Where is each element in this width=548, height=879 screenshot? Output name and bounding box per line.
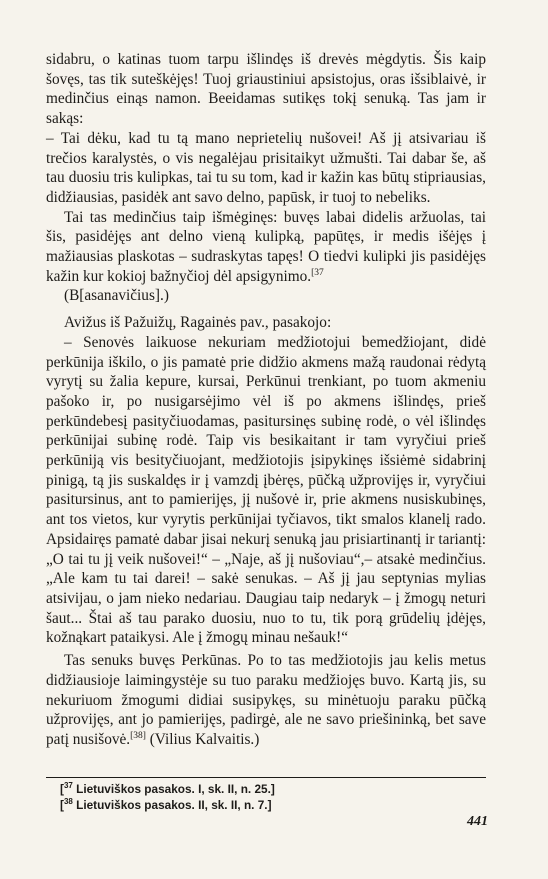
footnotes: [46, 777, 486, 813]
paragraph: Tai tas medinčius taip išmėginęs: buvęs labai didelis aržuolas, tai šis, pasidėjęs ant delno vieną kulipką, papūtęs, ir medis išėjęs į mažiausias plaskotas – sudraskytas tapęs! O tiedvi kulipki jis pasidėjęs kažin kur kokioj bažnyčioj dėl apsigynimo.$^{[37}$: [46, 208, 486, 285]
paragraph: sidabru, o katinas tuom tarpu išlindęs iš drevės mėgdytis. Šis kaip šovęs, tas tik suteškėjęs! Tuoj griaustiniui apsistojus, oras išsiblaivė, ir medinčius einąs namon. Beeidamas sutikęs tokį senuką. Tas jam ir sakąs:: [46, 51, 486, 128]
paragraph: – Tai dėku, kad tu tą mano neprietelių nušovei! Aš jį atsivariau iš trečios karalystės, o vis negalėjau prisitaikyt užmušti. Tai dabar še, aš tau duosiu tris kulipkas, tai tu su tom, kad ir kažin kas būtų stipriausias, didžiausias, pasidėk ant savo delno, papūsk, ir tuoj to nebeliks.: [46, 129, 486, 206]
footnote-ref: [38]: [130, 730, 146, 741]
page-number: 441: [467, 814, 488, 829]
paragraph: – Senovės laikuose nekuriam medžiotojui bemedžiojant, didė perkūnija iškilo, o jis pamatė prie didžio akmens mažą raudonai rėdytą vyrytį su žalia kepure, kursai, Perkūnui trenkiant, po tuom akmeniu pašoko ir, po nusigarsėjimo vėl iš po akmens išlindęs, prieš perkūndebesį pasityčiuodamas, pasitursinęs subinę rodė, o vėl išlindęs perkūnijai subinę rodė. Taip vis besikaitant ir tam vyryčiui prieš perkūniją vis besityčiuojant, medžiotojis įsipykinęs išsiėmė sidabrinį pinigą, tą jis suskaldęs ir į vamzdį įbėręs, pūčką užprovijęs ir, vyryčiui pasitursinus, ant to pamierijęs, jį nušovė ir, prie akmens nusiskubinęs, ant tos vietos, kur vyrytis perkūnijai tyčiavos, tikt smalos klanelį rado. Apsidairęs pamatė dabar jisai nekurį senuką jau prisiartinantį ir tariantį: „O tai tu jį veik nušovei!“ – „Naje, aš jį nušoviau“,– atsakė medinčius. „Ale kam tu tai darei! – sakė senukas. – Aš jį jau septynias mylias atsivijau, o jam nieko nedariau. Daugiau taip nedaryk – į žmogų neturi šaut... Štai aš tau parako duosiu, nuo to tu, tik porą grūdelių įdėjęs, kožnąkart pataikysi. Ale į žmogų minau nešauk!“: [46, 333, 486, 647]
body-text: [46, 50, 486, 750]
paragraph: Avižus iš Pažuižų, Ragainės pav., pasakojo:: [64, 314, 332, 332]
footnote: [$^{38}$ Lietuviškos pasakos. II, sk. II, n. 7.]: [60, 796, 272, 812]
paragraph: (B[asanavičius].): [64, 287, 169, 305]
footnote-ref: [37: [311, 267, 324, 278]
paragraph: Tas senuks buvęs Perkūnas. Po to tas medžiotojis jau kelis metus didžiausioje laimingystėje su tuo paraku medžiojęs buvo. Kartą jis, su nekuriuom žmogumi didiai susipykęs, su minėtuoju paraku pūčką užprovijęs, ant jo pamierijęs, padirgė, ale ne savo priešininką, bet save patį nusišovė.[38] (Vilius Kalvaitis.): [46, 652, 486, 748]
footnote: [$^{37}$ Lietuviškos pasakos. I, sk. II, n. 25.]: [60, 781, 275, 796]
